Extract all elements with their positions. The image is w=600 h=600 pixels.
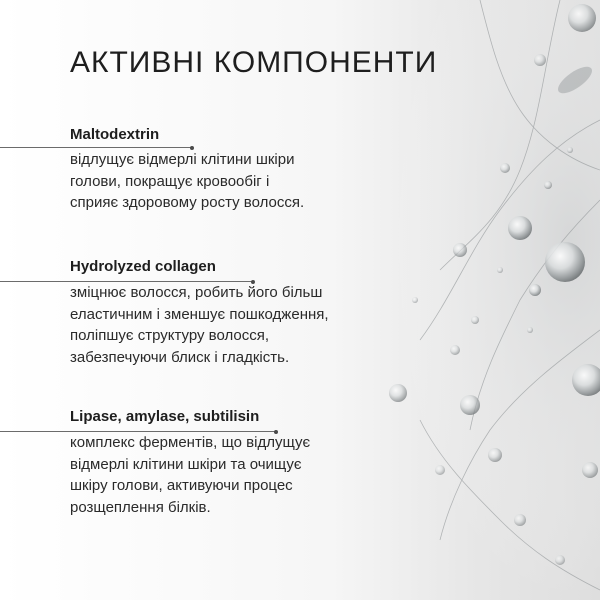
ingredient-name: Maltodextrin [70,126,160,143]
ingredient-name: Hydrolyzed collagen [70,258,216,275]
ingredient-description: відлущує відмерлі клітини шкіри голови, покращує кровообіг і сприяє здоровому росту волосся. [70,151,305,211]
ingredient-enzymes [0,408,420,516]
ingredient-maltodextrin [0,126,420,211]
ingredient-description: комплекс ферментів, що відлущує відмерлі клітини шкіри та очищує шкіру голови, активуючи процес розщеплення білків. [70,434,311,516]
ingredient-name: Lipase, amylase, subtilisin [70,408,260,425]
page-title: АКТИВНІ КОМПОНЕНТИ [70,46,438,79]
divider-line [0,147,192,148]
ingredient-hydrolyzed-collagen [0,258,420,366]
ingredient-description: зміцнює волосся, робить його більш еластичним і зменшує пошкодження, поліпшує структуру волосся, забезпечуючи блиск і гладкість. [70,284,329,366]
